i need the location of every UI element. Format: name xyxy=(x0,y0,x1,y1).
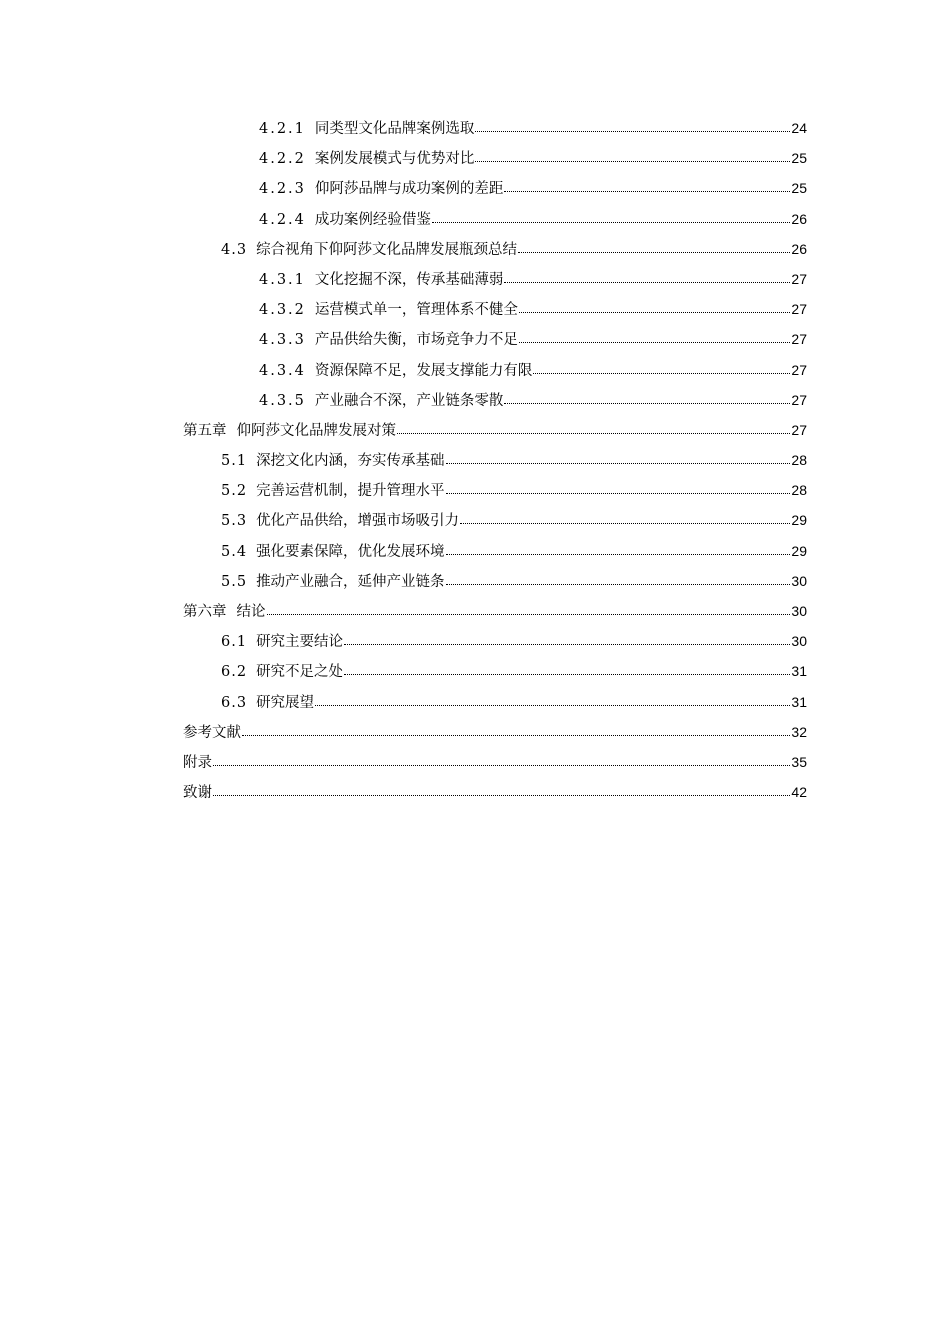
toc-page-number: 28 xyxy=(791,452,807,469)
toc-entry-title: 参考文献 xyxy=(183,724,241,741)
toc-entry[interactable] xyxy=(183,445,807,475)
toc-entry-number: 4.3.5 xyxy=(259,392,306,409)
toc-page-number: 27 xyxy=(791,301,807,318)
toc-entry-number: 4.2.4 xyxy=(259,211,306,228)
toc-entry-number: 5.3 xyxy=(221,513,248,530)
toc-entry-title: 研究展望 xyxy=(256,694,315,711)
toc-entry[interactable] xyxy=(183,294,807,324)
toc-entry-number: 5.4 xyxy=(221,543,248,560)
toc-dot-leader xyxy=(519,330,791,344)
toc-dot-leader xyxy=(519,300,791,314)
toc-dot-leader xyxy=(315,693,790,707)
toc-entry-title: 运营模式单一，管理体系不健全 xyxy=(314,302,518,319)
toc-entry-number: 4.3.3 xyxy=(259,332,306,349)
toc-entry-title: 案例发展模式与优势对比 xyxy=(314,151,475,168)
toc-entry[interactable] xyxy=(183,204,807,234)
toc-dot-leader xyxy=(397,421,790,435)
toc-entry-number: 5.2 xyxy=(221,483,248,500)
toc-dot-leader xyxy=(504,391,790,405)
toc-page-number: 31 xyxy=(791,693,807,710)
toc-entry-number: 4.3.1 xyxy=(259,271,306,288)
toc-entry-title: 资源保障不足，发展支撑能力有限 xyxy=(314,362,533,379)
toc-entry-title: 成功案例经验借鉴 xyxy=(314,211,431,228)
toc-page-number: 27 xyxy=(791,270,807,287)
toc-page-number: 30 xyxy=(791,572,807,589)
toc-entry-title: 附录 xyxy=(183,754,212,771)
toc-entry-title: 致谢 xyxy=(183,785,212,802)
toc-entry-title: 仰阿莎文化品牌发展对策 xyxy=(236,422,396,439)
toc-entry[interactable] xyxy=(183,505,807,535)
toc-dot-leader xyxy=(475,149,790,163)
toc-entry-title: 完善运营机制，提升管理水平 xyxy=(256,483,445,500)
toc-entry[interactable] xyxy=(183,596,807,626)
toc-entry-title: 深挖文化内涵，夯实传承基础 xyxy=(256,453,445,470)
toc-entry[interactable] xyxy=(183,264,807,294)
toc-page-number: 29 xyxy=(791,512,807,529)
toc-entry-number: 4.3.2 xyxy=(259,302,306,319)
toc-entry-title: 强化要素保障，优化发展环境 xyxy=(256,543,445,560)
toc-entry-title: 优化产品供给，增强市场吸引力 xyxy=(256,513,460,530)
toc-dot-leader xyxy=(213,753,790,767)
toc-dot-leader xyxy=(446,572,791,586)
toc-dot-leader xyxy=(344,662,790,676)
toc-entry[interactable] xyxy=(183,626,807,656)
toc-entry-title: 文化挖掘不深，传承基础薄弱 xyxy=(314,271,504,288)
toc-entry-number: 5.1 xyxy=(221,453,248,470)
toc-entry-number: 第五章 xyxy=(183,422,227,439)
toc-entry[interactable] xyxy=(183,717,807,747)
toc-entry-title: 产业融合不深，产业链条零散 xyxy=(314,392,504,409)
toc-entry-title: 研究不足之处 xyxy=(256,664,344,681)
toc-entry[interactable] xyxy=(183,113,807,143)
toc-entry-title: 研究主要结论 xyxy=(256,634,344,651)
toc-entry-number: 4.2.1 xyxy=(259,121,306,137)
toc-entry[interactable] xyxy=(183,234,807,264)
toc-dot-leader xyxy=(504,270,790,284)
toc-dot-leader xyxy=(533,361,790,375)
toc-dot-leader xyxy=(446,451,791,465)
toc-entry[interactable] xyxy=(183,475,807,505)
toc-page-number: 25 xyxy=(791,180,807,197)
toc-dot-leader xyxy=(344,632,790,646)
toc-dot-leader xyxy=(460,511,790,525)
toc-entry[interactable] xyxy=(183,324,807,354)
toc-page-number: 27 xyxy=(791,361,807,378)
toc-entry-number: 第六章 xyxy=(183,604,227,620)
toc-page-number: 42 xyxy=(791,784,807,801)
toc-dot-leader xyxy=(267,602,791,616)
toc-entry-number: 4.2.3 xyxy=(259,181,306,198)
toc-entry[interactable] xyxy=(183,777,807,807)
toc-page-number: 32 xyxy=(791,723,807,740)
toc-entry-title: 综合视角下仰阿莎文化品牌发展瓶颈总结 xyxy=(256,241,518,258)
toc-entry-number: 5.5 xyxy=(221,573,248,590)
toc-entry-title: 仰阿莎品牌与成功案例的差距 xyxy=(314,181,504,198)
toc-entry[interactable] xyxy=(183,747,807,777)
toc-entry[interactable] xyxy=(183,656,807,686)
toc-page-number: 30 xyxy=(791,633,807,650)
toc-entry[interactable] xyxy=(183,415,807,445)
toc-entry-number: 6.3 xyxy=(221,694,248,711)
toc-entry-number: 6.2 xyxy=(221,664,248,681)
toc-entry-number: 6.1 xyxy=(221,634,248,651)
toc-page-number: 26 xyxy=(791,240,807,257)
toc-page-number: 31 xyxy=(791,663,807,680)
toc-page-number: 27 xyxy=(791,331,807,348)
toc-dot-leader xyxy=(475,119,790,133)
toc-entry-title: 推动产业融合，延伸产业链条 xyxy=(256,573,445,590)
toc-dot-leader xyxy=(446,542,791,556)
toc-dot-leader xyxy=(213,783,790,797)
toc-entry-title: 同类型文化品牌案例选取 xyxy=(314,121,475,137)
toc-entry[interactable] xyxy=(183,355,807,385)
toc-page-number: 29 xyxy=(791,542,807,559)
toc-entry[interactable] xyxy=(183,536,807,566)
toc-entry-number: 4.3.4 xyxy=(259,362,306,379)
toc-entry[interactable] xyxy=(183,385,807,415)
toc-page-number: 25 xyxy=(791,150,807,167)
table-of-contents xyxy=(183,113,807,807)
toc-page-number: 28 xyxy=(791,482,807,499)
toc-entry[interactable] xyxy=(183,143,807,173)
toc-entry[interactable] xyxy=(183,173,807,203)
toc-entry-title: 结论 xyxy=(236,604,266,620)
toc-dot-leader xyxy=(518,240,790,254)
toc-entry[interactable] xyxy=(183,566,807,596)
toc-entry-title: 产品供给失衡，市场竞争力不足 xyxy=(314,332,518,349)
toc-dot-leader xyxy=(504,179,790,193)
toc-page-number: 30 xyxy=(791,603,807,619)
toc-dot-leader xyxy=(446,481,791,495)
toc-dot-leader xyxy=(432,210,791,224)
toc-page-number: 26 xyxy=(791,210,807,227)
toc-entry-number: 4.3 xyxy=(221,241,248,258)
toc-page-number: 27 xyxy=(791,421,807,438)
toc-page-number: 24 xyxy=(791,120,807,136)
toc-page-number: 35 xyxy=(791,753,807,770)
toc-entry-number: 4.2.2 xyxy=(259,151,306,168)
toc-dot-leader xyxy=(242,723,790,737)
toc-page-number: 27 xyxy=(791,391,807,408)
toc-entry[interactable] xyxy=(183,687,807,717)
